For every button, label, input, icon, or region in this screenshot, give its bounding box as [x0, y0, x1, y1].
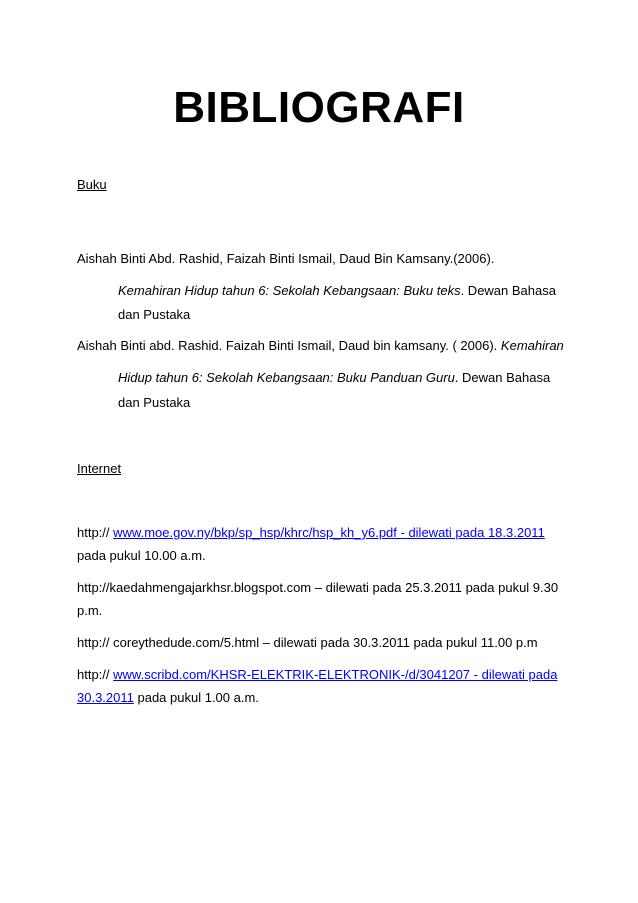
- entry-line: dan Pustaka: [118, 307, 191, 322]
- entry-line: [118, 282, 556, 300]
- entry-line: Aishah Binti Abd. Rashid, Faizah Binti Ismail, Daud Bin Kamsany.(2006).: [77, 251, 495, 266]
- entry-title-italic: Kemahiran: [500, 338, 564, 353]
- entry-line: pada pukul 10.00 a.m.: [77, 548, 206, 563]
- entry-title-italic: Kemahiran Hidup tahun 6: Sekolah Kebangsaan: Buku teks: [118, 283, 461, 298]
- hyperlink[interactable]: www.moe.gov.ny/bkp/sp_hsp/khrc/hsp_kh_y6.pdf - dilewati pada 18.3.2011: [113, 525, 545, 540]
- entry-publisher: . Dewan Bahasa: [454, 370, 551, 385]
- url-prefix: http://: [77, 667, 114, 682]
- hyperlink[interactable]: www.scribd.com/KHSR-ELEKTRIK-ELEKTRONIK-/d/3041207 - dilewati pada: [113, 667, 558, 682]
- entry-title-italic: Hidup tahun 6: Sekolah Kebangsaan: Buku Panduan Guru: [118, 370, 455, 385]
- section-heading-buku: Buku: [77, 177, 107, 192]
- entry-line: [118, 369, 550, 387]
- entry-line: http://kaedahmengajarkhsr.blogspot.com – dilewati pada 25.3.2011 pada pukul 9.30: [77, 580, 559, 595]
- entry-line: http:// coreythedude.com/5.html – dilewati pada 30.3.2011 pada pukul 11.00 p.m: [77, 635, 538, 650]
- entry-access-time: pada pukul 1.00 a.m.: [133, 690, 259, 705]
- entry-line: [77, 689, 259, 707]
- page-title: BIBLIOGRAFI: [173, 83, 465, 132]
- hyperlink[interactable]: 30.3.2011: [77, 690, 134, 705]
- entry-line: [77, 666, 557, 684]
- entry-line: dan Pustaka: [118, 395, 191, 410]
- url-prefix: http://: [77, 525, 114, 540]
- entry-publisher: . Dewan Bahasa: [460, 283, 556, 298]
- entry-line: [77, 524, 545, 542]
- section-heading-internet: Internet: [77, 461, 122, 476]
- entry-authors: Aishah Binti abd. Rashid. Faizah Binti Ismail, Daud bin kamsany. ( 2006).: [77, 338, 501, 353]
- entry-line: [77, 337, 564, 355]
- entry-line: p.m.: [77, 603, 103, 618]
